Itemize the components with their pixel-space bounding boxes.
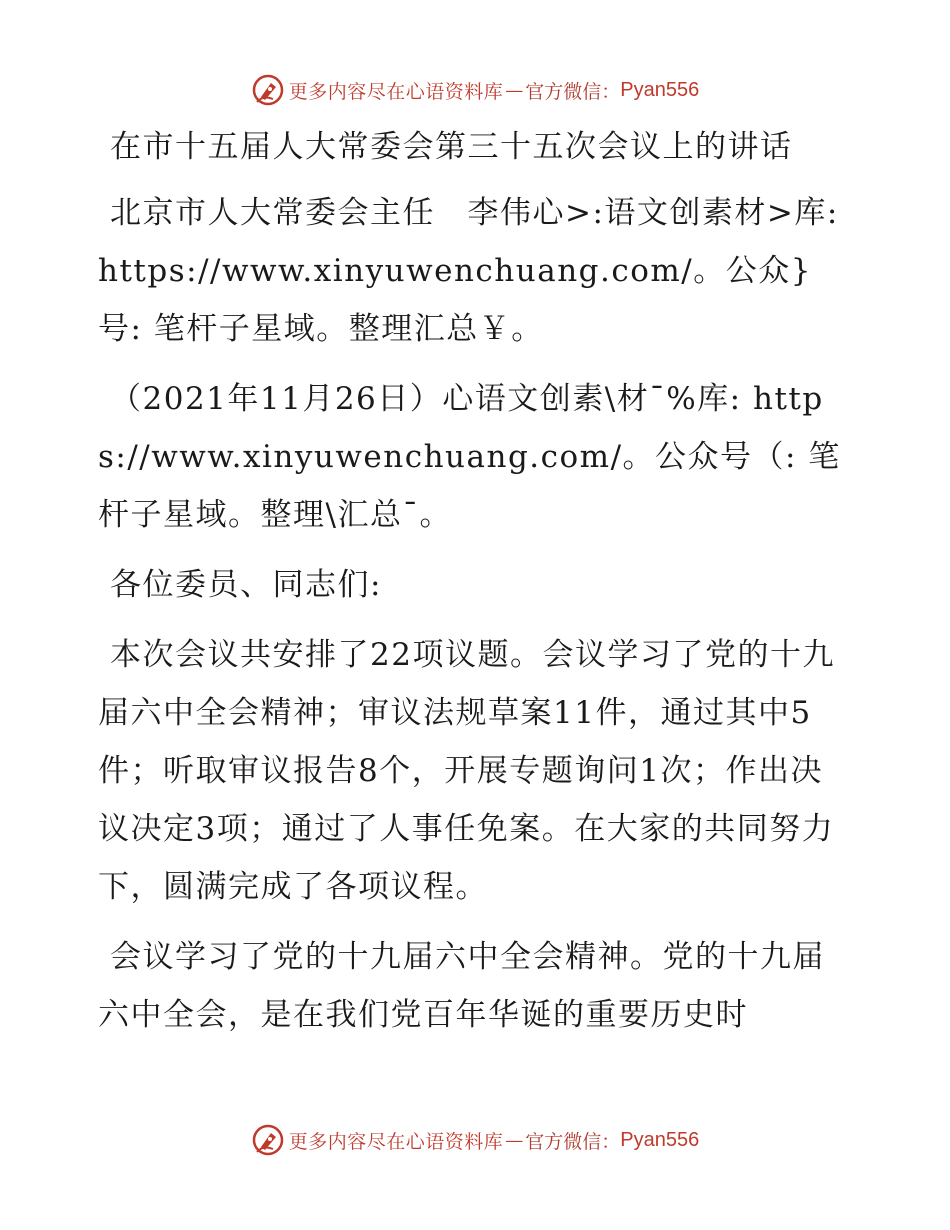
banner-brand-text: 更多内容尽在心语资料库 bbox=[288, 1130, 504, 1153]
banner-wechat-handle: Pyan556 bbox=[620, 1128, 700, 1151]
footer-banner bbox=[0, 1120, 950, 1160]
document-date-line: （2021年11月26日）心语文创素\材¯%库: https://www.xinyuwenchuang.com/。公众号（: 笔杆子星域。整理\汇总¯。 bbox=[98, 381, 841, 533]
banner-wechat-label: 官方微信： bbox=[525, 1130, 621, 1153]
pen-nib-logo-icon bbox=[251, 73, 285, 107]
pen-nib-logo-icon bbox=[251, 1123, 285, 1157]
document-title: 在市十五届人大常委会第三十五次会议上的讲话 bbox=[110, 129, 793, 165]
document-salutation: 各位委员、同志们: bbox=[110, 567, 382, 603]
document-paragraph-2: 会议学习了党的十九届六中全会精神。党的十九届六中全会，是在我们党百年华诞的重要历史时 bbox=[98, 939, 825, 1033]
document-body bbox=[98, 118, 846, 1056]
banner-wechat-handle: Pyan556 bbox=[620, 78, 700, 101]
banner-separator: — bbox=[505, 79, 524, 101]
header-banner bbox=[0, 70, 950, 110]
banner-wechat-label: 官方微信： bbox=[525, 80, 621, 103]
document-paragraph-1: 本次会议共安排了22项议题。会议学习了党的十九届六中全会精神；审议法规草案11件，通过其中5件；听取审议报告8个，开展专题询问1次；作出决议决定3项；通过了人事任免案。在大家的共同努力下，圆满完成了各项议程。 bbox=[98, 637, 835, 905]
document-author-line: 北京市人大常委会主任 李伟心>:语文创素材>库: https://www.xinyuwenchuang.com/。公众}号: 笔杆子星域。整理汇总￥。 bbox=[98, 195, 839, 347]
banner-brand-text: 更多内容尽在心语资料库 bbox=[288, 80, 504, 103]
banner-separator: — bbox=[505, 1129, 524, 1151]
